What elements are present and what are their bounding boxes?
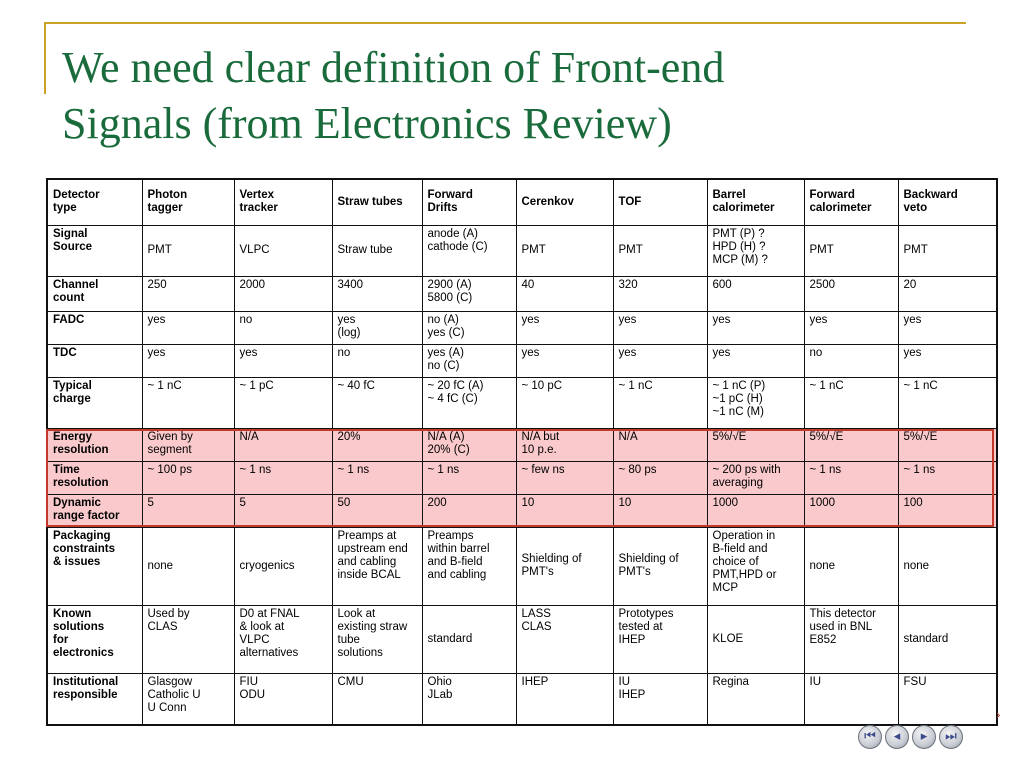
table-cell: yes (234, 344, 332, 377)
table-cell: PMT (613, 225, 707, 276)
row-label-cell: Time resolution (47, 462, 142, 495)
table-cell: yes (516, 344, 613, 377)
table-cell: IU (804, 673, 898, 725)
row-label-cell: Signal Source (47, 225, 142, 276)
table-cell: 320 (613, 276, 707, 311)
first-slide-icon[interactable]: ⏮ (858, 725, 882, 749)
last-slide-icon[interactable]: ⏭ (939, 725, 963, 749)
table-cell: none (898, 527, 997, 605)
table-cell: 600 (707, 276, 804, 311)
table-cell: ~ 1 nC (P) ~1 pC (H) ~1 nC (M) (707, 377, 804, 428)
table-cell: ~ 100 ps (142, 462, 234, 495)
header-cell: Vertex tracker (234, 179, 332, 225)
table-cell: yes (516, 311, 613, 344)
table-cell: 2000 (234, 276, 332, 311)
table-cell: no (234, 311, 332, 344)
table-cell: PMT (898, 225, 997, 276)
row-label-cell: Known solutions for electronics (47, 606, 142, 674)
table-cell: ~ 1 pC (234, 377, 332, 428)
table-cell: 2500 (804, 276, 898, 311)
table-cell: 5%/√E (804, 429, 898, 462)
table-cell: anode (A) cathode (C) (422, 225, 516, 276)
table-cell: ~ 10 pC (516, 377, 613, 428)
table-cell: ~ 200 ps with averaging (707, 462, 804, 495)
header-cell: Forward Drifts (422, 179, 516, 225)
detector-signals-table (46, 178, 998, 726)
table-cell: ~ few ns (516, 462, 613, 495)
table-row (47, 494, 997, 527)
table-cell: no (A) yes (C) (422, 311, 516, 344)
table-cell: 50 (332, 494, 422, 527)
header-cell: Backward veto (898, 179, 997, 225)
table-cell: Operation in B-field and choice of PMT,HPD or MCP (707, 527, 804, 605)
row-label-cell: Channel count (47, 276, 142, 311)
row-label-cell: Packaging constraints & issues (47, 527, 142, 605)
table-cell: 20 (898, 276, 997, 311)
table-cell: FIU ODU (234, 673, 332, 725)
table-cell: ~ 1 nC (613, 377, 707, 428)
table-cell: none (804, 527, 898, 605)
table-row (47, 462, 997, 495)
table-cell: yes (log) (332, 311, 422, 344)
table-row (47, 311, 997, 344)
table-cell: Given by segment (142, 429, 234, 462)
header-cell: Barrel calorimeter (707, 179, 804, 225)
header-cell: Detector type (47, 179, 142, 225)
table-cell: 3400 (332, 276, 422, 311)
table-cell: Straw tube (332, 225, 422, 276)
table-cell: 1000 (804, 494, 898, 527)
table-cell: 5 (234, 494, 332, 527)
table-cell: ~ 1 ns (898, 462, 997, 495)
table-cell: 10 (613, 494, 707, 527)
table-row (47, 429, 997, 462)
table-cell: IU IHEP (613, 673, 707, 725)
top-accent-rule (44, 22, 966, 24)
table-cell: standard (422, 606, 516, 674)
table-cell: yes (A) no (C) (422, 344, 516, 377)
row-label-cell: FADC (47, 311, 142, 344)
header-cell: Forward calorimeter (804, 179, 898, 225)
table-cell: ~ 1 ns (332, 462, 422, 495)
table-row (47, 673, 997, 725)
header-cell: TOF (613, 179, 707, 225)
table-cell: 10 (516, 494, 613, 527)
table-cell: 2900 (A) 5800 (C) (422, 276, 516, 311)
table-cell: Used by CLAS (142, 606, 234, 674)
table-row (47, 276, 997, 311)
table-cell: ~ 20 fC (A) ~ 4 fC (C) (422, 377, 516, 428)
table-cell: yes (804, 311, 898, 344)
table-cell: yes (613, 311, 707, 344)
table-row (47, 344, 997, 377)
table-row (47, 527, 997, 605)
table-cell: yes (707, 311, 804, 344)
next-slide-icon[interactable]: ▸ (912, 725, 936, 749)
table-cell: FSU (898, 673, 997, 725)
table-cell: ~ 1 ns (422, 462, 516, 495)
table-cell: KLOE (707, 606, 804, 674)
table-row (47, 377, 997, 428)
table-cell: IHEP (516, 673, 613, 725)
header-cell: Straw tubes (332, 179, 422, 225)
table-cell: ~ 80 ps (613, 462, 707, 495)
slide-title-line-1: We need clear definition of Front-end (62, 43, 725, 92)
table-cell: Look at existing straw tube solutions (332, 606, 422, 674)
table-cell: This detector used in BNL E852 (804, 606, 898, 674)
row-label-cell: TDC (47, 344, 142, 377)
table-cell: Glasgow Catholic U U Conn (142, 673, 234, 725)
header-cell: Photon tagger (142, 179, 234, 225)
row-label-cell: Dynamic range factor (47, 494, 142, 527)
left-accent-rule (44, 22, 46, 94)
table-cell: Shielding of PMT's (613, 527, 707, 605)
table-cell: cryogenics (234, 527, 332, 605)
table-cell: CMU (332, 673, 422, 725)
slide-navigation (858, 724, 963, 750)
table-cell: ~ 1 nC (898, 377, 997, 428)
table-cell: none (142, 527, 234, 605)
table-cell: 5%/√E (898, 429, 997, 462)
row-label-cell: Institutional responsible (47, 673, 142, 725)
small-arrow-icon: › (996, 708, 1001, 722)
table-cell: 5 (142, 494, 234, 527)
table-row (47, 606, 997, 674)
table-cell: 5%/√E (707, 429, 804, 462)
table-cell: Prototypes tested at IHEP (613, 606, 707, 674)
table-cell: Regina (707, 673, 804, 725)
table-cell: standard (898, 606, 997, 674)
header-cell: Cerenkov (516, 179, 613, 225)
table-cell: ~ 40 fC (332, 377, 422, 428)
table-cell: yes (898, 311, 997, 344)
table-cell: ~ 1 nC (142, 377, 234, 428)
table-cell: yes (898, 344, 997, 377)
table-cell: ~ 1 ns (804, 462, 898, 495)
table-cell: no (332, 344, 422, 377)
table-cell: N/A (234, 429, 332, 462)
table-cell: PMT (804, 225, 898, 276)
slide-title-line-2: Signals (from Electronics Review) (62, 99, 672, 148)
table-cell: PMT (P) ? HPD (H) ? MCP (M) ? (707, 225, 804, 276)
table-cell: 250 (142, 276, 234, 311)
table-cell: N/A (613, 429, 707, 462)
table-cell: no (804, 344, 898, 377)
table-cell: 40 (516, 276, 613, 311)
table-cell: 100 (898, 494, 997, 527)
previous-slide-icon[interactable]: ◂ (885, 725, 909, 749)
table-cell: Preamps within barrel and B-field and cabling (422, 527, 516, 605)
table-cell: N/A but 10 p.e. (516, 429, 613, 462)
table-cell: Ohio JLab (422, 673, 516, 725)
table-cell: yes (142, 344, 234, 377)
table-cell: LASS CLAS (516, 606, 613, 674)
table-cell: ~ 1 ns (234, 462, 332, 495)
slide-title (62, 40, 962, 152)
table-cell: PMT (516, 225, 613, 276)
table-header-row (47, 179, 997, 225)
table-cell: Shielding of PMT's (516, 527, 613, 605)
table-cell: 200 (422, 494, 516, 527)
table-cell: N/A (A) 20% (C) (422, 429, 516, 462)
table-cell: yes (613, 344, 707, 377)
table-cell: PMT (142, 225, 234, 276)
table-cell: VLPC (234, 225, 332, 276)
table-cell: yes (707, 344, 804, 377)
table-cell: ~ 1 nC (804, 377, 898, 428)
table-cell: Preamps at upstream end and cabling inside BCAL (332, 527, 422, 605)
row-label-cell: Energy resolution (47, 429, 142, 462)
table-cell: D0 at FNAL & look at VLPC alternatives (234, 606, 332, 674)
table-row (47, 225, 997, 276)
table-cell: yes (142, 311, 234, 344)
row-label-cell: Typical charge (47, 377, 142, 428)
table-cell: 20% (332, 429, 422, 462)
table-cell: 1000 (707, 494, 804, 527)
